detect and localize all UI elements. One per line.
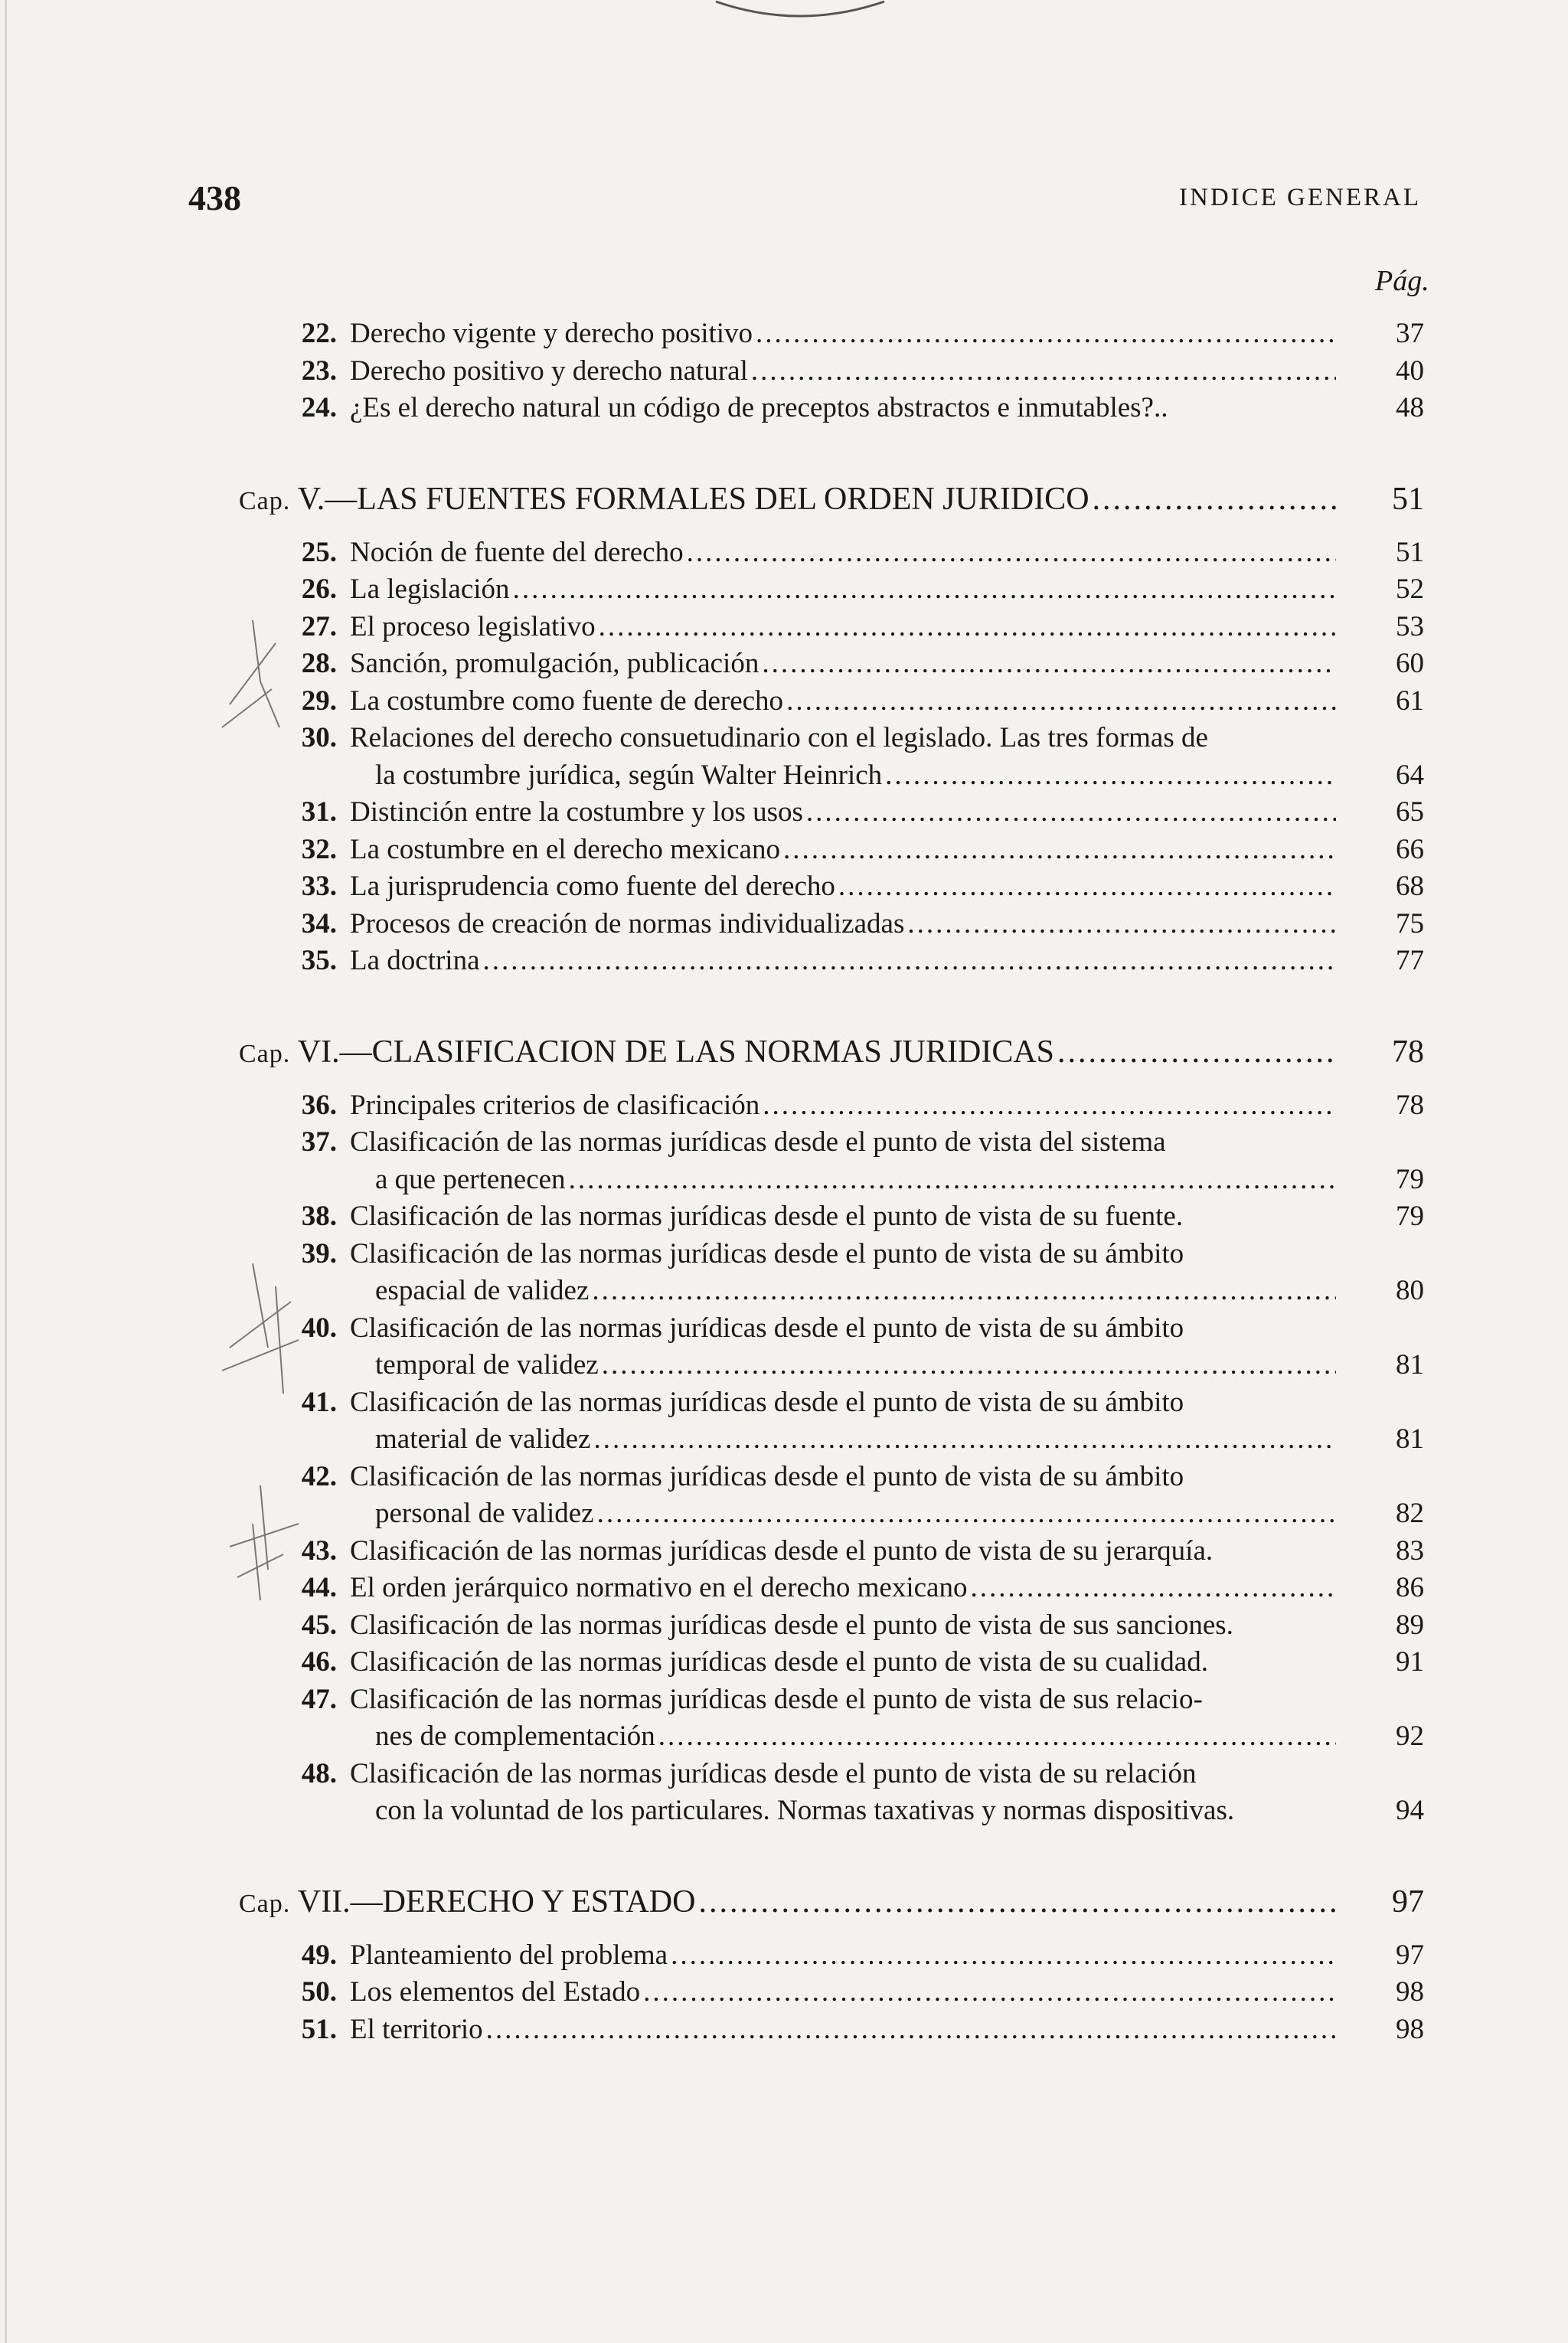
toc-entry-title: [350, 943, 1336, 979]
toc-chapter-title: [239, 1034, 1336, 1073]
toc-entry-row: [0, 1162, 1568, 1198]
dot-leader: [907, 906, 1336, 943]
toc-entry-row: [0, 757, 1568, 794]
dot-leader: [762, 645, 1336, 682]
toc-page-number: 68: [1396, 871, 1424, 902]
toc-entry-number: 31.: [301, 796, 337, 828]
toc-entry-text: temporal de validez: [375, 1349, 599, 1381]
toc-entry-number: 48.: [301, 1757, 337, 1789]
toc-entry-number: 30.: [301, 722, 337, 753]
dot-leader: [483, 943, 1337, 979]
dot-leader: [783, 832, 1336, 868]
dot-leader: [786, 683, 1336, 720]
toc-entry-text: con la voluntad de los particulares. Normas taxativas y normas dispositivas.: [375, 1795, 1235, 1826]
dot-leader: [751, 353, 1336, 390]
toc-entry-number: 22.: [301, 318, 337, 349]
toc-entry-number: 34.: [301, 907, 337, 939]
toc-entry-text: Clasificación de las normas jurídicas desde el punto de vista de su relación: [350, 1757, 1197, 1789]
toc-entry-row: [0, 943, 1568, 979]
toc-entry-number: 47.: [301, 1683, 337, 1715]
toc-entry-text: El territorio: [350, 2013, 483, 2045]
toc-entry-title: [350, 1756, 1336, 1792]
toc-page-number: 51: [1392, 481, 1424, 517]
toc-entry-number: 27.: [301, 610, 337, 642]
toc-entry-number: 44.: [301, 1572, 337, 1603]
toc-page-number: 60: [1396, 648, 1424, 679]
toc-entry-text: La jurisprudencia como fuente del derecho: [350, 871, 835, 902]
page-number: 438: [188, 178, 241, 217]
toc-entry-row: [0, 832, 1568, 868]
toc-entry-text: La legislación: [350, 573, 510, 605]
toc-entry-row: [0, 868, 1568, 905]
toc-entry-number: 41.: [301, 1386, 337, 1418]
toc-entry-row: [0, 1644, 1568, 1681]
toc-entry-text: [239, 1034, 1054, 1073]
toc-entry-number: 39.: [301, 1237, 337, 1270]
toc-entry-number: 38.: [301, 1201, 337, 1232]
toc-page-number: 75: [1396, 907, 1424, 939]
toc-entry-number: 35.: [301, 945, 337, 976]
toc-entry-text: La doctrina: [350, 945, 480, 976]
toc-entry-number: 25.: [301, 536, 337, 568]
dot-leader: [569, 1162, 1336, 1198]
dot-leader: [970, 1570, 1336, 1606]
toc-entry-title: [375, 757, 1336, 794]
toc-page-number: 97: [1396, 1939, 1424, 1971]
toc-entry-title: [350, 1681, 1336, 1718]
toc-entry-row: [0, 571, 1568, 608]
chapter-heading: V.—LAS FUENTES FORMALES DEL ORDEN JURIDICO: [297, 481, 1089, 517]
toc-entry-row: [0, 534, 1568, 571]
toc-entry-title: [350, 353, 1336, 390]
toc-entry-text: Clasificación de las normas jurídicas desde el punto de vista de su jerarquía.: [350, 1534, 1214, 1567]
toc-entry-title: [375, 1273, 1336, 1309]
toc-page-number: 81: [1396, 1349, 1424, 1381]
toc-entry-title: [350, 571, 1336, 608]
toc-entry-number: 36.: [301, 1089, 337, 1121]
toc-entry-text: Clasificación de las normas jurídicas desde el punto de vista de sus relacio-: [350, 1683, 1203, 1715]
dot-leader: [687, 534, 1336, 571]
toc-entry-row: [0, 1607, 1568, 1644]
toc-entry-text: Clasificación de las normas jurídicas desde el punto de vista de su ámbito: [350, 1386, 1184, 1418]
toc-page-number: 66: [1396, 833, 1424, 865]
toc-entry-row: [0, 1124, 1568, 1161]
toc-entry-number: 24.: [301, 392, 337, 423]
toc-entry-number: 45.: [301, 1609, 337, 1641]
toc-entry-number: 26.: [301, 573, 337, 605]
toc-entry-row: [0, 1792, 1568, 1829]
toc-chapter-row: [0, 1884, 1568, 1920]
toc-entry-title: [350, 534, 1336, 571]
toc-entry-number: 37.: [301, 1126, 337, 1158]
dot-leader: [756, 315, 1336, 352]
toc-entry-row: [0, 1198, 1568, 1235]
toc-entry-number: 49.: [301, 1939, 337, 1971]
toc-entry-text: Procesos de creación de normas individualizadas: [350, 907, 905, 939]
toc-entry-text: Derecho positivo y derecho natural: [350, 355, 748, 387]
toc-entry-text: nes de complementación: [375, 1720, 655, 1752]
toc-page-number: 79: [1396, 1201, 1424, 1232]
margin-pencil-mark: [207, 1478, 314, 1608]
toc-entry-text: Clasificación de las normas jurídicas desde el punto de vista del sistema: [350, 1126, 1166, 1158]
toc-entry-title: [350, 609, 1336, 645]
dot-leader: [599, 609, 1336, 645]
toc-entry-number: 29.: [301, 685, 337, 717]
toc-page-number: 65: [1396, 796, 1424, 828]
dot-leader: [1093, 481, 1336, 518]
toc-entry-text: Relaciones del derecho consuetudinario con el legislado. Las tres formas de: [350, 722, 1208, 753]
toc-entry-row: [0, 906, 1568, 943]
toc-entry-title: [375, 1162, 1336, 1198]
toc-page-number: 83: [1396, 1534, 1424, 1567]
toc-entry-text: Principales criterios de clasificación: [350, 1089, 760, 1121]
toc-entry-title: [350, 1384, 1336, 1421]
dot-leader: [671, 1937, 1336, 1974]
toc-entry-text: La costumbre en el derecho mexicano: [350, 833, 780, 865]
toc-page-number: 92: [1396, 1720, 1424, 1752]
toc-entry-row: [0, 1087, 1568, 1124]
chapter-prefix: Cap.: [239, 486, 298, 515]
toc-page-number: 79: [1396, 1163, 1424, 1195]
dot-leader: [806, 794, 1336, 831]
toc-entry-text: El orden jerárquico normativo en el derecho mexicano: [350, 1572, 968, 1603]
page-column-label: Pág.: [1375, 265, 1429, 297]
toc-entry-text: Clasificación de las normas jurídicas desde el punto de vista de su ámbito: [350, 1312, 1184, 1344]
toc-page-number: 98: [1396, 2013, 1424, 2045]
toc-entry-text: Clasificación de las normas jurídicas desde el punto de vista de su ámbito: [350, 1237, 1184, 1270]
toc-entry-text: Clasificación de las normas jurídicas desde el punto de vista de sus sanciones.: [350, 1609, 1233, 1641]
toc-entry-title: [350, 1459, 1336, 1495]
toc-entry-row: [0, 353, 1568, 390]
toc-page-number: 51: [1396, 536, 1424, 568]
toc-entry-title: [375, 1421, 1336, 1458]
dot-leader: [597, 1495, 1336, 1532]
toc-entry-number: 46.: [301, 1646, 337, 1678]
dot-leader: [602, 1347, 1336, 1384]
toc-entry-row: [0, 1974, 1568, 2011]
toc-entry-title: [375, 1718, 1336, 1755]
toc-entry-text: Planteamiento del problema: [350, 1939, 668, 1971]
toc-entry-number: 32.: [301, 833, 337, 865]
toc-entry-number: 50.: [301, 1976, 337, 2008]
margin-pencil-mark: [207, 1256, 314, 1409]
dot-leader: [593, 1421, 1336, 1458]
toc-entry-title: [350, 794, 1336, 831]
toc-entry-title: [350, 1198, 1336, 1235]
toc-page-number: 94: [1396, 1795, 1424, 1826]
toc-entry-text: La costumbre como fuente de derecho: [350, 685, 784, 717]
toc-entry-row: [0, 1681, 1568, 1718]
toc-entry-number: 33.: [301, 871, 337, 902]
toc-page-number: 81: [1396, 1423, 1424, 1455]
toc-page-number: 77: [1396, 945, 1424, 976]
toc-entry-text: Derecho vigente y derecho positivo: [350, 318, 753, 349]
dot-leader: [763, 1087, 1336, 1124]
toc-entry-row: [0, 1756, 1568, 1792]
toc-entry-title: [350, 1310, 1336, 1347]
toc-page-number: 89: [1396, 1609, 1424, 1641]
toc-entry-text: Los elementos del Estado: [350, 1976, 641, 2008]
toc-entry-title: [350, 315, 1336, 352]
chapter-prefix: Cap.: [239, 1039, 298, 1068]
toc-entry-number: 42.: [301, 1460, 337, 1492]
toc-entry-row: [0, 2011, 1568, 2048]
toc-page-number: 98: [1396, 1976, 1424, 2008]
toc-entry-title: [350, 1644, 1336, 1681]
toc-entry-title: [350, 683, 1336, 720]
dot-leader: [885, 757, 1336, 794]
dot-leader: [698, 1884, 1336, 1920]
toc-entry-text: Distinción entre la costumbre y los usos: [350, 796, 803, 828]
dot-leader: [486, 2011, 1336, 2048]
toc-entry-text: material de validez: [375, 1423, 591, 1455]
toc-entry-title: [350, 1570, 1336, 1606]
toc-entry-number: 40.: [301, 1312, 337, 1344]
toc-entry-text: [239, 1884, 695, 1923]
dot-leader: [643, 1974, 1336, 2011]
toc-page-number: 37: [1396, 318, 1424, 349]
toc-entry-title: [350, 1607, 1336, 1644]
toc-entry-title: [375, 1792, 1336, 1829]
toc-page-number: 64: [1396, 759, 1424, 791]
toc-entry-row: [0, 794, 1568, 831]
toc-page-number: 82: [1396, 1498, 1424, 1529]
dot-leader: [838, 868, 1336, 905]
toc-page-number: 53: [1396, 610, 1424, 642]
toc-entry-row: [0, 1421, 1568, 1458]
running-title: INDICE GENERAL: [1179, 184, 1422, 211]
toc-entry-text: Noción de fuente del derecho: [350, 536, 684, 568]
toc-entry-number: 43.: [301, 1534, 337, 1567]
toc-entry-text: [239, 481, 1089, 520]
toc-entry-title: [350, 832, 1336, 868]
toc-entry-text: la costumbre jurídica, según Walter Heinrich: [375, 759, 883, 791]
toc-entry-number: 23.: [301, 355, 337, 387]
toc-chapter-title: [239, 1884, 1336, 1923]
toc-entry-title: [350, 868, 1336, 905]
toc-page-number: 61: [1396, 685, 1424, 717]
toc-entry-number: 28.: [301, 648, 337, 679]
toc-entry-title: [350, 906, 1336, 943]
toc-page-number: 86: [1396, 1572, 1424, 1603]
toc-entry-title: [350, 720, 1336, 756]
toc-entry-title: [350, 1236, 1336, 1273]
toc-chapter-row: [0, 481, 1568, 518]
toc-entry-title: [350, 1937, 1336, 1974]
toc-page-number: 78: [1396, 1089, 1424, 1121]
toc-entry-text: Clasificación de las normas jurídicas desde el punto de vista de su cualidad.: [350, 1646, 1208, 1678]
toc-entry-text: Clasificación de las normas jurídicas desde el punto de vista de su fuente.: [350, 1201, 1184, 1232]
toc-entry-title: [350, 645, 1336, 682]
toc-page-number: 40: [1396, 355, 1424, 387]
toc-entry-text: Clasificación de las normas jurídicas desde el punto de vista de su ámbito: [350, 1460, 1184, 1492]
chapter-heading: VII.—DERECHO Y ESTADO: [297, 1884, 696, 1920]
toc-entry-title: [350, 1974, 1336, 2011]
toc-chapter-title: [239, 481, 1336, 520]
margin-pencil-mark: [207, 613, 291, 750]
toc-entry-text: espacial de validez: [375, 1275, 590, 1306]
toc-entry-text: ¿Es el derecho natural un código de preceptos abstractos e inmutables?..: [350, 392, 1168, 423]
toc-page-number: 78: [1392, 1034, 1424, 1070]
toc-entry-row: [0, 1718, 1568, 1755]
toc-page-number: 97: [1392, 1884, 1424, 1920]
toc-entry-title: [350, 1533, 1336, 1570]
dot-leader: [1057, 1034, 1336, 1070]
toc-entry-text: personal de validez: [375, 1498, 594, 1529]
dot-leader: [513, 571, 1336, 608]
toc-entry-title: [375, 1495, 1336, 1532]
toc-page-number: 48: [1396, 392, 1424, 423]
binding-mark: [712, 0, 888, 23]
toc-page-number: 80: [1396, 1275, 1424, 1306]
toc-entry-text: Sanción, promulgación, publicación: [350, 648, 760, 679]
toc-entry-row: [0, 390, 1568, 426]
toc-entry-title: [350, 1124, 1336, 1161]
toc-entry-text: a que pertenecen: [375, 1163, 566, 1195]
toc-page-number: 91: [1396, 1646, 1424, 1678]
toc-entry-title: [350, 390, 1336, 426]
toc-entry-text: El proceso legislativo: [350, 610, 596, 642]
dot-leader: [658, 1718, 1336, 1755]
chapter-prefix: Cap.: [239, 1889, 298, 1918]
chapter-heading: VI.—CLASIFICACION DE LAS NORMAS JURIDICAS: [297, 1034, 1055, 1070]
toc-entry-row: [0, 315, 1568, 352]
toc-entry-title: [350, 1087, 1336, 1124]
toc-entry-title: [375, 1347, 1336, 1384]
toc-page-number: 52: [1396, 573, 1424, 605]
dot-leader: [592, 1273, 1336, 1309]
toc-entry-title: [350, 2011, 1336, 2048]
toc-chapter-row: [0, 1034, 1568, 1070]
toc-entry-number: 51.: [301, 2013, 337, 2045]
toc-entry-row: [0, 1937, 1568, 1974]
